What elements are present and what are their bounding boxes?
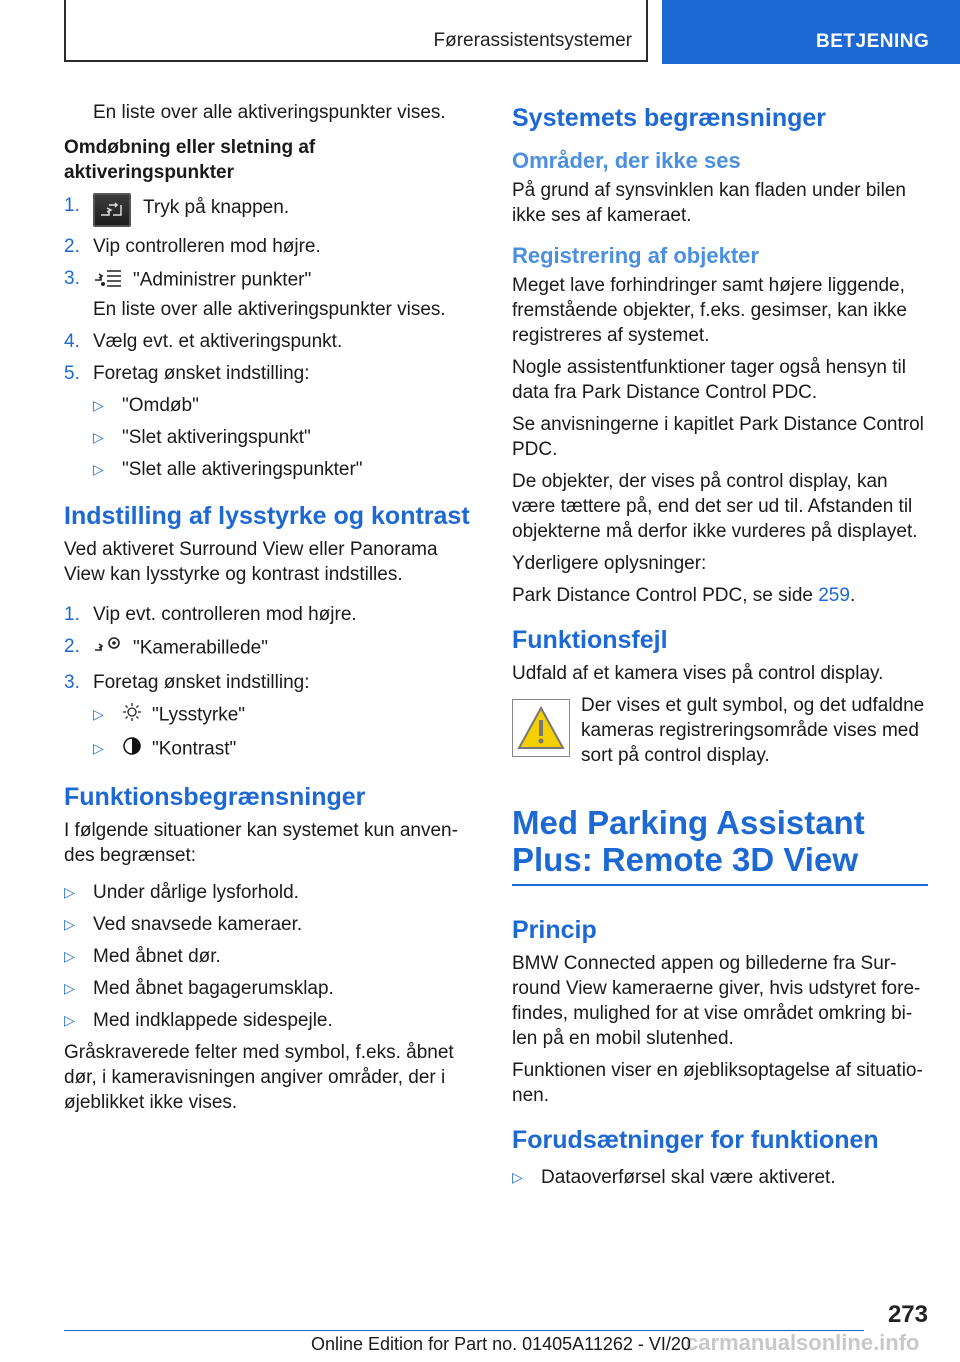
detect-paragraph: Se anvisningerne i kapitlet Park Distance Control PDC. — [512, 414, 924, 460]
step-number: 4. — [64, 331, 80, 352]
principle-paragraph: BMW Connected appen og billederne fra Surround View kameraerne giver, hvis udstyret forefindes, mulighed for at vise området omkring bilen på en mobil slutenhed. — [512, 953, 921, 1049]
bullet-marker: ▷ — [93, 740, 104, 756]
limits-outro: Gråskraverede felter med symbol, f.eks. åbnet dør, i kameravisningen angiver områder, der i øjeblikket ikke vises. — [64, 1042, 454, 1113]
bullet-marker: ▷ — [64, 948, 75, 964]
warning-box — [512, 693, 928, 768]
list-item — [64, 634, 478, 663]
right-column — [512, 104, 928, 1197]
step-number: 5. — [64, 363, 80, 384]
reference-end: . — [849, 585, 856, 606]
bullet-marker: ▷ — [93, 461, 104, 477]
header-frame — [64, 0, 648, 62]
step-text: Tryk på knappen. — [143, 197, 290, 218]
step-number: 1. — [64, 604, 80, 625]
list-item — [64, 944, 478, 969]
watermark: carmanualsonline.info — [686, 1330, 920, 1355]
limit-text: Med åbnet bagagerumsklap. — [93, 978, 334, 999]
list-item — [64, 702, 478, 729]
bullet-marker: ▷ — [64, 980, 75, 996]
detect-paragraph: De objekter, der vises på control display, kan være tættere på, end det ser ud til. Afstanden til objekterne må derfor ikke vurderes på displayet. — [512, 471, 918, 542]
detect-paragraph: Nogle assistentfunktioner tager også hensyn til data fra Park Distance Control PDC. — [512, 357, 906, 403]
prereq-text: Dataoverførsel skal være aktiveret. — [541, 1167, 836, 1188]
list-item — [64, 393, 478, 418]
list-item — [64, 425, 478, 450]
header-chapter-tab — [662, 0, 960, 64]
brightness-intro: Ved aktiveret Surround View eller Panorama View kan lysstyrke og kontrast indstilles. — [64, 539, 438, 585]
limit-text: Ved snavsede kameraer. — [93, 914, 303, 935]
remote-3d-title-block — [512, 804, 928, 886]
limit-text: Med indklappede sidespejle. — [93, 1010, 333, 1031]
step-text: Foretag ønsket indstilling: — [93, 363, 310, 384]
bullet-marker: ▷ — [64, 916, 75, 932]
option-text: "Slet alle aktiveringspunkter" — [122, 459, 363, 480]
camera-settings-icon — [93, 634, 123, 663]
option-text: "Lysstyrke" — [152, 704, 246, 726]
list-item — [64, 361, 478, 386]
warning-icon — [512, 699, 570, 757]
step-number: 1. — [64, 195, 80, 216]
list-item — [64, 266, 478, 295]
detect-paragraph: Yderligere oplysninger: — [512, 553, 707, 574]
list-item — [64, 880, 478, 905]
intro-text: En liste over alle aktiveringspunkter vises. — [93, 102, 446, 123]
left-column — [64, 100, 478, 1115]
step-text: "Kamerabillede" — [133, 637, 268, 659]
step-text: Vælg evt. et aktiveringspunkt. — [93, 331, 343, 352]
contrast-icon — [122, 736, 142, 763]
step-text: Vip controlleren mod højre. — [93, 236, 321, 257]
fault-heading: Funktionsfejl — [512, 626, 668, 654]
limits-intro: I følgende situationer kan systemet kun anvendes begrænset: — [64, 820, 458, 866]
limits-heading: Funktionsbegrænsninger — [64, 783, 366, 811]
list-item — [64, 912, 478, 937]
bullet-marker: ▷ — [64, 1012, 75, 1028]
bullet-marker: ▷ — [512, 1169, 523, 1185]
step-text: "Administrer punkter" — [133, 269, 312, 291]
step-text: Vip evt. controlleren mod højre. — [93, 604, 357, 625]
warning-text: Der vises et gult symbol, og det udfaldne kameras registreringsområde vises med sort på control display. — [581, 695, 925, 766]
bullet-marker: ▷ — [93, 706, 104, 722]
footer-edition: Online Edition for Part no. 01405A11262 - VI/20 — [311, 1334, 691, 1354]
fault-text: Udfald af et kamera vises på control display. — [512, 663, 884, 684]
bullet-marker: ▷ — [64, 884, 75, 900]
step-number: 3. — [64, 268, 80, 289]
principle-paragraph: Funktionen viser en øjebliksoptagelse af situationen. — [512, 1060, 923, 1106]
list-item — [64, 234, 478, 259]
camera-button-icon — [93, 193, 131, 227]
list-item — [64, 457, 478, 482]
step-number: 2. — [64, 636, 80, 657]
prereq-heading: Forudsætninger for funktionen — [512, 1126, 879, 1154]
header-section-title: Førerassistentsystemer — [433, 30, 632, 51]
detect-reference — [512, 583, 928, 608]
option-text: "Omdøb" — [122, 395, 199, 416]
brightness-icon — [122, 702, 142, 729]
list-item — [64, 976, 478, 1001]
step-result: En liste over alle aktiveringspunkter vises. — [93, 299, 446, 320]
bullet-marker: ▷ — [93, 429, 104, 445]
page-link[interactable]: 259 — [818, 585, 850, 606]
page-number: 273 — [887, 1301, 928, 1328]
list-item — [64, 193, 478, 227]
rename-heading: Omdøbning eller sletning af aktiveringspunkter — [64, 137, 316, 183]
option-text: "Kontrast" — [152, 738, 237, 760]
object-detection-heading: Registrering af objekter — [512, 243, 759, 268]
remote-3d-heading: Med Parking Assistant Plus: Remote 3D View — [512, 804, 865, 878]
header-chapter-label: BETJENING — [816, 31, 930, 52]
brightness-heading: Indstilling af lysstyrke og kontrast — [64, 502, 470, 530]
bullet-marker: ▷ — [93, 397, 104, 413]
step-number: 2. — [64, 236, 80, 257]
list-item — [64, 602, 478, 627]
system-limits-heading: Systemets begrænsninger — [512, 104, 826, 132]
unseen-areas-heading: Områder, der ikke ses — [512, 148, 741, 173]
limit-text: Under dårlige lysforhold. — [93, 882, 299, 903]
list-item — [512, 1165, 928, 1190]
step-text: Foretag ønsket indstilling: — [93, 672, 310, 693]
reference-text: Park Distance Control PDC, se side — [512, 585, 819, 606]
list-item — [64, 670, 478, 695]
detect-paragraph: Meget lave forhindringer samt højere liggende, fremstående objekter, f.eks. gesimser, kan ikke registreres af systemet. — [512, 275, 907, 346]
limit-text: Med åbnet dør. — [93, 946, 221, 967]
principle-heading: Princip — [512, 916, 597, 944]
list-points-icon — [93, 266, 123, 295]
list-item — [64, 736, 478, 763]
unseen-text: På grund af synsvinklen kan fladen under bilen ikke ses af kameraet. — [512, 180, 906, 226]
option-text: "Slet aktiveringspunkt" — [122, 427, 311, 448]
list-item — [64, 1008, 478, 1033]
step-number: 3. — [64, 672, 80, 693]
list-item — [64, 329, 478, 354]
